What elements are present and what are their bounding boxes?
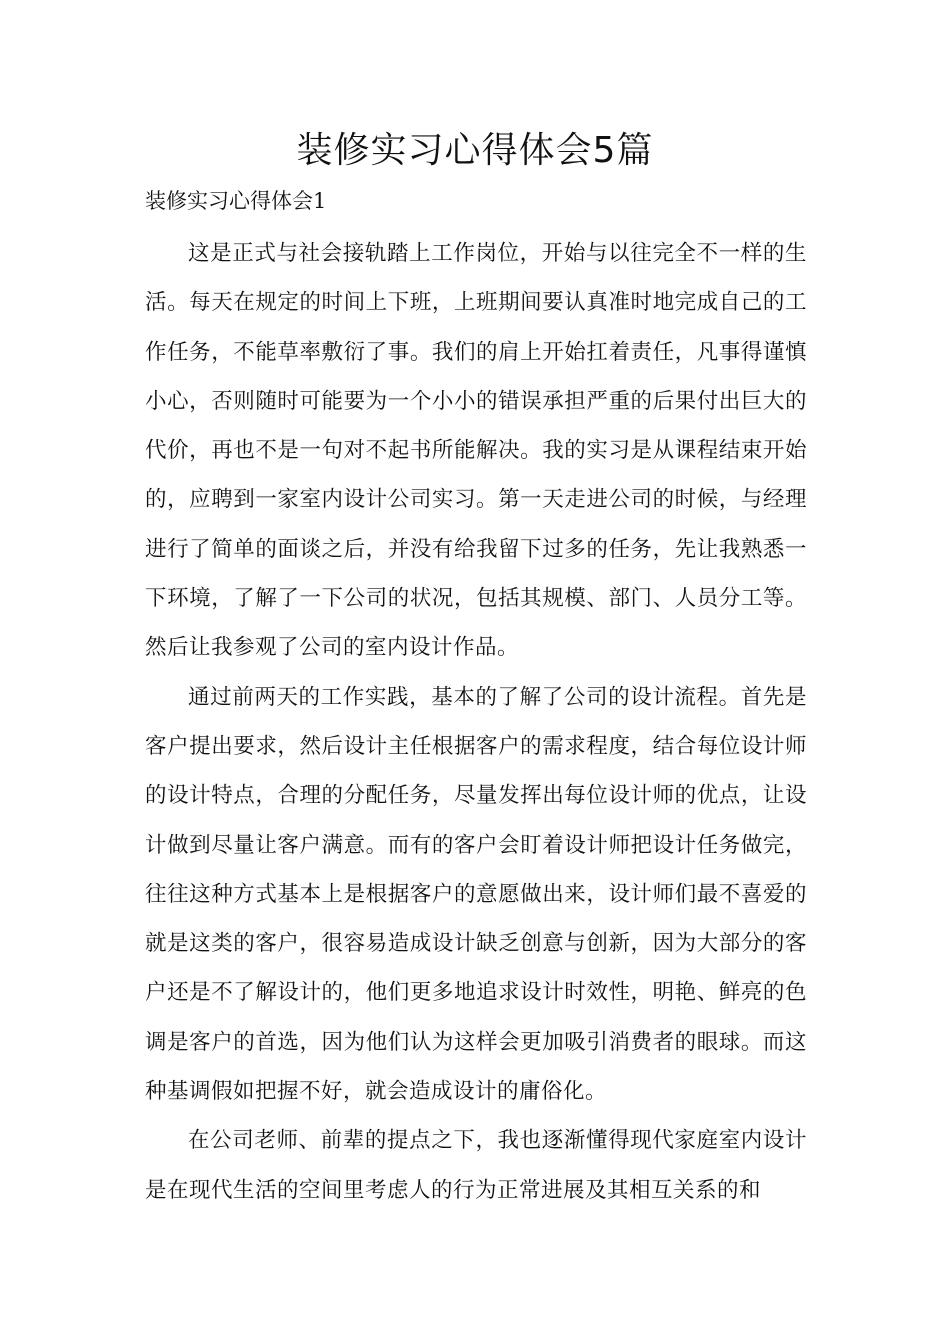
paragraph: 这是正式与社会接轨踏上工作岗位，开始与以往完全不一样的生活。每天在规定的时间上下班，上班期间要认真准时地完成自己的工作任务，不能草率敷衍了事。我们的肩上开始扛着责任，凡事得谨慎小心，否则随时可能要为一个小小的错误承担严重的后果付出巨大的代价，再也不是一句对不起书所能解决。我的实习是从课程结束开始的，应聘到一家室内设计公司实习。第一天走进公司的时候，与经理进行了简单的面谈之后，并没有给我留下过多的任务，先让我熟悉一下环境，了解了一下公司的状况，包括其规模、部门、人员分工等。然后让我参观了公司的室内设计作品。 (145, 241, 807, 661)
paragraph: 在公司老师、前辈的提点之下，我也逐渐懂得现代家庭室内设计是在现代生活的空间里考虑人的行为正常进展及其相互关系的和 (145, 1128, 807, 1203)
section-heading: 装修实习心得体会1 (145, 189, 327, 213)
document-title: 装修实习心得体会5篇 (296, 130, 654, 171)
paragraph: 通过前两天的工作实践，基本的了解了公司的设计流程。首先是客户提出要求，然后设计主任根据客户的需求程度，结合每位设计师的设计特点，合理的分配任务，尽量发挥出每位设计师的优点，让设计做到尽量让客户满意。而有的客户会盯着设计师把设计任务做完，往往这种方式基本上是根据客户的意愿做出来，设计师们最不喜爱的就是这类的客户，很容易造成设计缺乏创意与创新，因为大部分的客户还是不了解设计的，他们更多地追求设计时效性，明艳、鲜亮的色调是客户的首选，因为他们认为这样会更加吸引消费者的眼球。而这种基调假如把握不好，就会造成设计的庸俗化。 (145, 684, 807, 1105)
document-body (145, 229, 807, 1215)
